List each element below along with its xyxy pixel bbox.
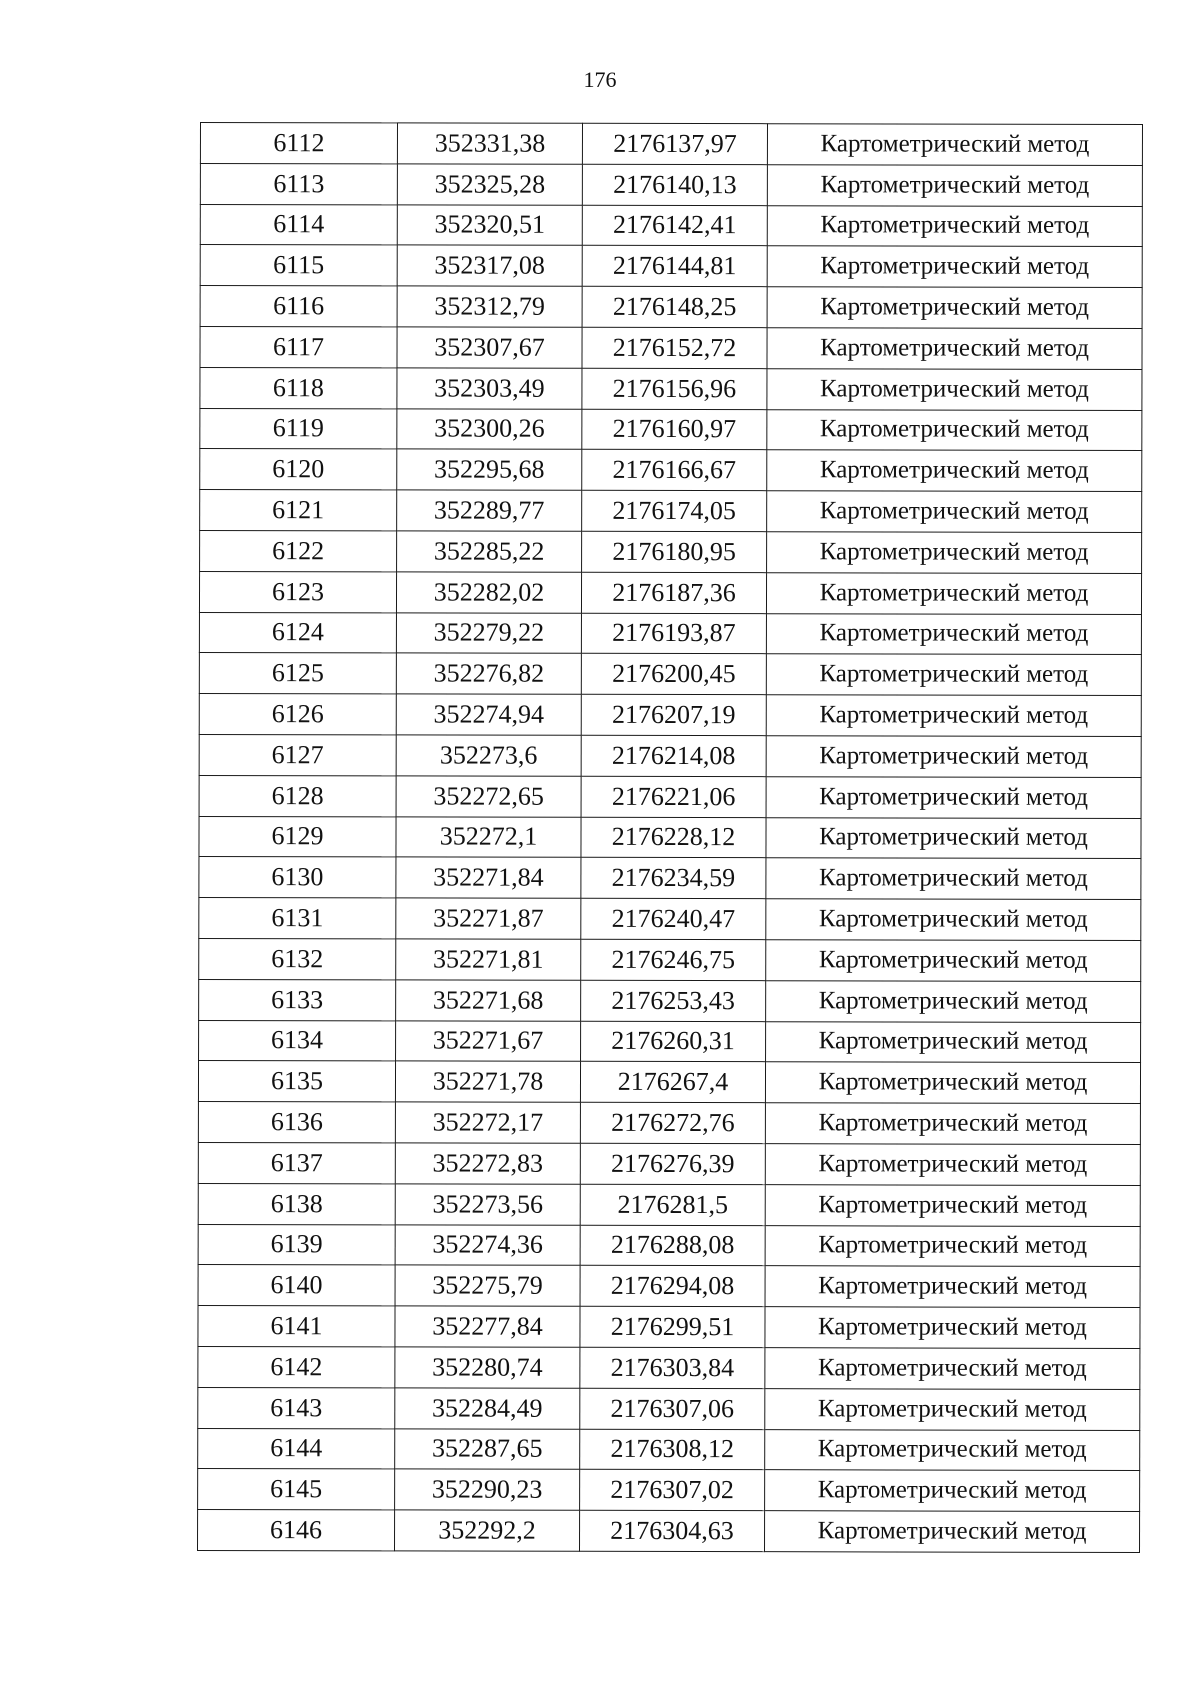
x-coordinate-cell: 352320,51 <box>397 205 582 246</box>
point-number-cell: 6136 <box>198 1102 395 1143</box>
x-coordinate-cell: 352277,84 <box>395 1306 580 1347</box>
point-number-cell: 6123 <box>199 571 396 612</box>
table-row <box>198 1428 1140 1471</box>
table-row <box>198 1142 1140 1185</box>
point-number-cell: 6116 <box>200 286 397 327</box>
y-coordinate-cell: 2176187,36 <box>581 572 766 613</box>
x-coordinate-cell: 352325,28 <box>397 164 582 205</box>
table-row <box>199 571 1141 614</box>
y-coordinate-cell: 2176200,45 <box>581 654 766 695</box>
method-cell: Картометрический метод <box>766 736 1141 778</box>
x-coordinate-cell: 352274,36 <box>395 1224 580 1265</box>
method-cell: Картометрический метод <box>765 1511 1140 1553</box>
point-number-cell: 6133 <box>199 979 396 1020</box>
method-cell: Картометрический метод <box>767 246 1142 288</box>
method-cell: Картометрический метод <box>766 613 1141 655</box>
table-row <box>199 775 1141 818</box>
y-coordinate-cell: 2176140,13 <box>582 164 767 205</box>
table-row <box>200 163 1142 206</box>
y-coordinate-cell: 2176307,02 <box>580 1470 765 1511</box>
point-number-cell: 6117 <box>200 326 397 367</box>
x-coordinate-cell: 352317,08 <box>397 245 582 286</box>
table-row <box>198 1469 1140 1512</box>
point-number-cell: 6140 <box>198 1265 395 1306</box>
method-cell: Картометрический метод <box>766 1021 1141 1063</box>
method-cell: Картометрический метод <box>765 1144 1140 1186</box>
y-coordinate-cell: 2176160,97 <box>582 409 767 450</box>
x-coordinate-cell: 352292,2 <box>395 1510 580 1551</box>
point-number-cell: 6125 <box>199 653 396 694</box>
x-coordinate-cell: 352273,6 <box>396 735 581 776</box>
y-coordinate-cell: 2176240,47 <box>581 898 766 939</box>
table-row <box>199 694 1141 737</box>
point-number-cell: 6146 <box>198 1510 395 1551</box>
point-number-cell: 6145 <box>198 1469 395 1510</box>
page-number: 176 <box>583 67 617 92</box>
point-number-cell: 6129 <box>199 816 396 857</box>
x-coordinate-cell: 352289,77 <box>397 490 582 531</box>
method-cell: Картометрический метод <box>767 450 1142 492</box>
method-cell: Картометрический метод <box>767 205 1142 247</box>
table-row <box>199 653 1141 696</box>
table-row <box>198 1265 1140 1308</box>
method-cell: Картометрический метод <box>765 1103 1140 1145</box>
point-number-cell: 6130 <box>199 857 396 898</box>
y-coordinate-cell: 2176174,05 <box>582 490 767 531</box>
point-number-cell: 6113 <box>200 163 397 204</box>
x-coordinate-cell: 352287,65 <box>395 1428 580 1469</box>
x-coordinate-cell: 352271,67 <box>396 1020 581 1061</box>
table-row <box>199 612 1141 655</box>
table-row <box>198 1346 1140 1389</box>
method-cell: Картометрический метод <box>766 940 1141 982</box>
point-number-cell: 6127 <box>199 734 396 775</box>
x-coordinate-cell: 352274,94 <box>396 694 581 735</box>
y-coordinate-cell: 2176253,43 <box>581 980 766 1021</box>
point-number-cell: 6122 <box>200 530 397 571</box>
table-row <box>200 367 1142 410</box>
point-number-cell: 6142 <box>198 1346 395 1387</box>
x-coordinate-cell: 352284,49 <box>395 1388 580 1429</box>
y-coordinate-cell: 2176281,5 <box>580 1184 765 1225</box>
y-coordinate-cell: 2176221,06 <box>581 776 766 817</box>
x-coordinate-cell: 352279,22 <box>396 612 581 653</box>
method-cell: Картометрический метод <box>767 328 1142 370</box>
y-coordinate-cell: 2176304,63 <box>580 1510 765 1551</box>
table-row <box>200 326 1142 369</box>
x-coordinate-cell: 352272,1 <box>396 816 581 857</box>
y-coordinate-cell: 2176142,41 <box>582 205 767 246</box>
method-cell: Картометрический метод <box>766 817 1141 859</box>
point-number-cell: 6121 <box>200 490 397 531</box>
method-cell: Картометрический метод <box>765 1225 1140 1267</box>
method-cell: Картометрический метод <box>765 1470 1140 1512</box>
y-coordinate-cell: 2176288,08 <box>580 1225 765 1266</box>
point-number-cell: 6120 <box>200 449 397 490</box>
table-row <box>200 204 1142 247</box>
method-cell: Картометрический метод <box>766 572 1141 614</box>
y-coordinate-cell: 2176299,51 <box>580 1306 765 1347</box>
y-coordinate-cell: 2176246,75 <box>581 939 766 980</box>
table-row <box>199 898 1141 941</box>
y-coordinate-cell: 2176214,08 <box>581 735 766 776</box>
coordinates-table-body <box>198 123 1143 1553</box>
method-cell: Картометрический метод <box>766 899 1141 941</box>
y-coordinate-cell: 2176307,06 <box>580 1388 765 1429</box>
point-number-cell: 6144 <box>198 1428 395 1469</box>
x-coordinate-cell: 352307,67 <box>397 327 582 368</box>
y-coordinate-cell: 2176152,72 <box>582 327 767 368</box>
y-coordinate-cell: 2176137,97 <box>582 123 767 164</box>
method-cell: Картометрический метод <box>766 776 1141 818</box>
table-row <box>199 1020 1141 1063</box>
table-row <box>199 816 1141 859</box>
y-coordinate-cell: 2176260,31 <box>581 1021 766 1062</box>
x-coordinate-cell: 352282,02 <box>396 572 581 613</box>
y-coordinate-cell: 2176228,12 <box>581 817 766 858</box>
y-coordinate-cell: 2176234,59 <box>581 858 766 899</box>
x-coordinate-cell: 352271,84 <box>396 857 581 898</box>
point-number-cell: 6135 <box>198 1061 395 1102</box>
method-cell: Картометрический метод <box>765 1062 1140 1104</box>
y-coordinate-cell: 2176166,67 <box>582 450 767 491</box>
point-number-cell: 6119 <box>200 408 397 449</box>
method-cell: Картометрический метод <box>766 695 1141 737</box>
table-row <box>198 1061 1140 1104</box>
y-coordinate-cell: 2176148,25 <box>582 286 767 327</box>
table-row <box>198 1306 1140 1349</box>
x-coordinate-cell: 352331,38 <box>397 123 582 164</box>
x-coordinate-cell: 352272,65 <box>396 776 581 817</box>
point-number-cell: 6126 <box>199 694 396 735</box>
method-cell: Картометрический метод <box>765 1307 1140 1349</box>
x-coordinate-cell: 352285,22 <box>397 531 582 572</box>
x-coordinate-cell: 352295,68 <box>397 449 582 490</box>
point-number-cell: 6131 <box>199 898 396 939</box>
point-number-cell: 6115 <box>200 245 397 286</box>
method-cell: Картометрический метод <box>765 1429 1140 1471</box>
x-coordinate-cell: 352312,79 <box>397 286 582 327</box>
x-coordinate-cell: 352271,78 <box>395 1061 580 1102</box>
point-number-cell: 6134 <box>199 1020 396 1061</box>
x-coordinate-cell: 352272,83 <box>395 1143 580 1184</box>
table-row <box>198 1224 1140 1267</box>
y-coordinate-cell: 2176303,84 <box>580 1347 765 1388</box>
point-number-cell: 6138 <box>198 1183 395 1224</box>
x-coordinate-cell: 352271,87 <box>396 898 581 939</box>
x-coordinate-cell: 352276,82 <box>396 653 581 694</box>
table-row <box>200 286 1142 329</box>
coordinates-table <box>197 122 1143 1553</box>
point-number-cell: 6137 <box>198 1142 395 1183</box>
method-cell: Картометрический метод <box>766 858 1141 900</box>
table-row <box>199 979 1141 1022</box>
x-coordinate-cell: 352300,26 <box>397 408 582 449</box>
table-row <box>199 857 1141 900</box>
method-cell: Картометрический метод <box>767 124 1142 166</box>
method-cell: Картометрический метод <box>767 287 1142 329</box>
y-coordinate-cell: 2176267,4 <box>580 1062 765 1103</box>
x-coordinate-cell: 352290,23 <box>395 1469 580 1510</box>
point-number-cell: 6132 <box>199 938 396 979</box>
point-number-cell: 6112 <box>200 123 397 164</box>
y-coordinate-cell: 2176272,76 <box>580 1102 765 1143</box>
x-coordinate-cell: 352275,79 <box>395 1265 580 1306</box>
y-coordinate-cell: 2176180,95 <box>582 531 767 572</box>
point-number-cell: 6143 <box>198 1387 395 1428</box>
point-number-cell: 6141 <box>198 1306 395 1347</box>
y-coordinate-cell: 2176156,96 <box>582 368 767 409</box>
table-row <box>200 530 1142 573</box>
method-cell: Картометрический метод <box>765 1388 1140 1430</box>
y-coordinate-cell: 2176207,19 <box>581 694 766 735</box>
method-cell: Картометрический метод <box>767 491 1142 533</box>
table-row <box>200 449 1142 492</box>
point-number-cell: 6114 <box>200 204 397 245</box>
point-number-cell: 6128 <box>199 775 396 816</box>
x-coordinate-cell: 352303,49 <box>397 368 582 409</box>
point-number-cell: 6118 <box>200 367 397 408</box>
x-coordinate-cell: 352272,17 <box>395 1102 580 1143</box>
table-row <box>199 734 1141 777</box>
method-cell: Картометрический метод <box>767 164 1142 206</box>
x-coordinate-cell: 352273,56 <box>395 1184 580 1225</box>
y-coordinate-cell: 2176276,39 <box>580 1143 765 1184</box>
method-cell: Картометрический метод <box>767 409 1142 451</box>
method-cell: Картометрический метод <box>767 532 1142 574</box>
x-coordinate-cell: 352271,81 <box>396 939 581 980</box>
method-cell: Картометрический метод <box>765 1266 1140 1308</box>
y-coordinate-cell: 2176308,12 <box>580 1429 765 1470</box>
method-cell: Картометрический метод <box>765 1348 1140 1390</box>
x-coordinate-cell: 352280,74 <box>395 1347 580 1388</box>
table-row <box>198 1183 1140 1226</box>
table-row <box>198 1102 1140 1145</box>
table-row <box>200 490 1142 533</box>
table-row <box>199 938 1141 981</box>
method-cell: Картометрический метод <box>766 654 1141 696</box>
y-coordinate-cell: 2176193,87 <box>581 613 766 654</box>
table-row <box>200 123 1142 166</box>
table-row <box>198 1510 1140 1553</box>
y-coordinate-cell: 2176294,08 <box>580 1266 765 1307</box>
table-row <box>200 408 1142 451</box>
x-coordinate-cell: 352271,68 <box>396 980 581 1021</box>
method-cell: Картометрический метод <box>767 368 1142 410</box>
table-row <box>200 245 1142 288</box>
y-coordinate-cell: 2176144,81 <box>582 246 767 287</box>
method-cell: Картометрический метод <box>765 1184 1140 1226</box>
point-number-cell: 6124 <box>199 612 396 653</box>
table-row <box>198 1387 1140 1430</box>
method-cell: Картометрический метод <box>766 980 1141 1022</box>
point-number-cell: 6139 <box>198 1224 395 1265</box>
